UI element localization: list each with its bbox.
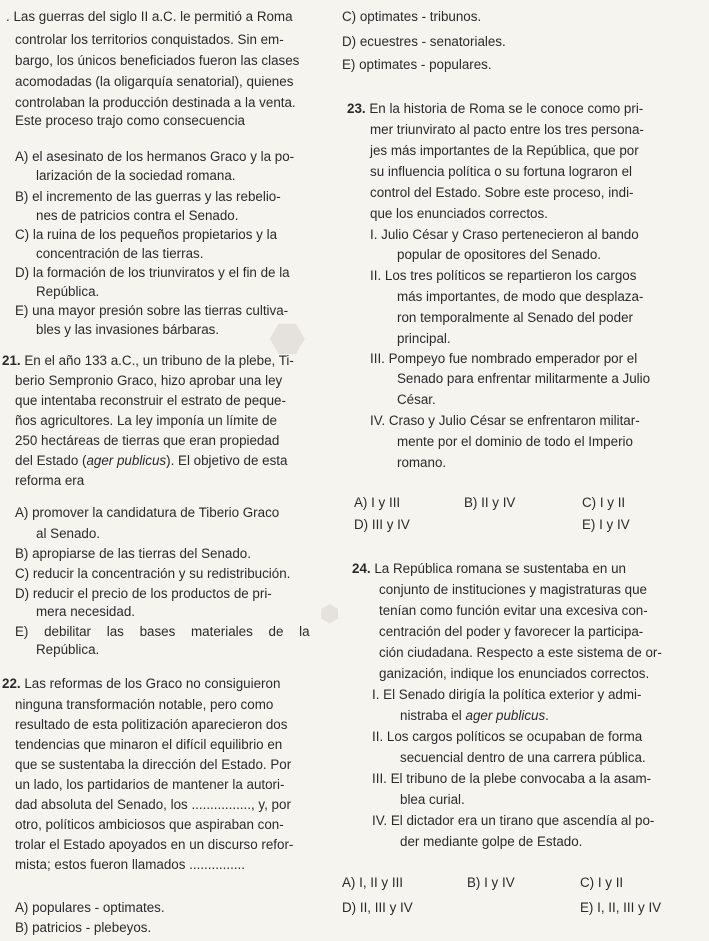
q23-statement-1-cont: popular de opositores del Senado. [397,247,601,262]
q22-stem-line-7: dad absoluta del Senado, los ................, y, por [15,797,291,812]
q22-stem-line-2: ninguna transformación notable, pero como [15,697,274,712]
q23-stem-line-3: jes más importantes de la República, que por [370,143,639,158]
q24-statement-3-cont: blea curial. [400,792,465,807]
q20-line-4: acomodadas (la oligarquía senatorial), quienes [15,74,294,89]
q23-stem-line-6: que los enunciados correctos. [370,206,548,221]
q23-statement-3-cont-1: Senado para enfrentar militarmente a Julio [397,371,651,386]
q24-statement-2: II. Los cargos políticos se ocupaban de forma [372,729,643,744]
q21-stem-line-4: ños agricultores. La ley imponía un límite de [15,413,278,428]
q20-option-d[interactable]: D) la formación de los triunviratos y el fin de la [15,265,290,280]
q21-stem-line-3: que intentaba reconstruir el estrato de peque- [15,393,286,408]
q22-option-a[interactable]: A) populares - optimates. [15,900,165,915]
q20-option-d-cont: República. [36,284,100,299]
q21-option-b[interactable]: B) apropiarse de las tierras del Senado. [15,546,251,561]
q22-stem-line-4: tendencias que minaron el difícil equilibrio en [15,737,283,752]
q23-statement-2-cont-1: más importantes, de modo que desplaza- [397,289,644,304]
q24-stem-line-6: ganización, indique los enunciados correctos. [379,666,650,681]
q21-stem-line-2: berio Sempronio Graco, hizo aprobar una ley [15,373,283,388]
q21-number: 21. [2,353,21,368]
q20-option-c[interactable]: C) la ruina de los pequeños propietarios y la [15,227,278,242]
q23-statement-4-cont-2: romano. [397,455,447,470]
q20-line-1: . Las guerras del siglo II a.C. le permitió a Roma [6,9,293,24]
q23-answer-c[interactable]: C) I y II [582,495,626,510]
q20-option-a-cont: larización de la sociedad romana. [36,168,236,183]
q21-stem-line-5: 250 hectáreas de tierras que eran propiedad [15,433,280,448]
q21-stem-line-1: 21. En el año 133 a.C., un tribuno de la plebe, Ti- [2,353,294,368]
q22-stem-line-9: trolar el Estado apoyados en un discurso refor- [15,837,294,852]
q23-statement-4-cont-1: mente por el dominio de todo el Imperio [397,434,633,449]
watermark-lower: ⬢ [320,601,340,626]
q24-stem-line-3: tenían como función evitar una excesiva con- [379,603,648,618]
q23-stem-line-1: 23. En la historia de Roma se le conoce como pri- [347,101,644,116]
q22-stem-line-1: 22. Las reformas de los Graco no consiguieron [2,676,281,691]
q24-statement-4: IV. El dictador era un tirano que ascendía al po- [372,813,655,828]
q23-answer-d[interactable]: D) III y IV [354,517,410,532]
q21-option-a-cont: al Senado. [36,526,101,541]
q23-stem-line-2: mer triunvirato al pacto entre los tres persona- [370,122,644,137]
ager-publicus-term-2: ager publicus [465,708,546,723]
q23-stem-line-5: control del Estado. Sobre este proceso, indi- [370,185,634,200]
q23-statement-2-cont-2: ron temporalmente al Senado del poder [397,310,633,325]
q21-option-d-cont: mera necesidad. [36,604,135,619]
q24-statement-4-cont: der mediante golpe de Estado. [400,834,583,849]
q20-option-e[interactable]: E) una mayor presión sobre las tierras cultiva- [15,303,289,318]
q24-stem-line-1: 24. La República romana se sustentaba en un [352,561,626,576]
q22-option-c[interactable]: C) optimates - tribunos. [342,9,482,24]
q20-line-6: Este proceso trajo como consecuencia [15,113,245,128]
q20-option-b-cont: nes de patricios contra el Senado. [36,208,239,223]
q20-line-2: controlar los territorios conquistados. Sin em- [15,32,284,47]
q23-number: 23. [347,101,366,116]
q23-answer-a[interactable]: A) I y III [354,495,401,510]
q24-statement-1: I. El Senado dirigía la política exterior y admi- [372,687,642,702]
q21-option-e-cont: República. [36,642,100,657]
q23-statement-2: II. Los tres políticos se repartieron los cargos [370,268,637,283]
q24-statement-2-cont: secuencial dentro de una carrera pública. [400,750,646,765]
q24-answer-d[interactable]: D) II, III y IV [342,900,413,915]
q23-statement-2-cont-3: principal. [397,331,451,346]
q23-statement-4: IV. Craso y Julio César se enfrentaron militar- [370,413,640,428]
q23-statement-3-cont-2: César. [397,392,436,407]
q20-option-e-cont: bles y las invasiones bárbaras. [36,322,220,337]
q23-stem-line-4: su influencia política o su fortuna lograron el [370,164,633,179]
q21-option-c[interactable]: C) reducir la concentración y su redistribución. [15,566,291,581]
q24-answer-c[interactable]: C) I y II [580,875,624,890]
q20-option-b[interactable]: B) el incremento de las guerras y las rebelio- [15,189,281,204]
q21-option-e[interactable]: E) debilitar las bases materiales de la [15,624,310,639]
q22-stem-line-8: otro, políticos ambiciosos que aspiraban con- [15,817,284,832]
q21-stem-line-7: reforma era [15,473,85,488]
q24-answer-b[interactable]: B) I y IV [467,875,515,890]
q24-stem-line-2: conjunto de instituciones y magistraturas que [379,582,647,597]
q22-number: 22. [2,676,21,691]
q22-stem-line-6: un lado, los partidarios de mantener la autori- [15,777,285,792]
q24-answer-e[interactable]: E) I, II, III y IV [580,900,662,915]
q24-statement-3: III. El tribuno de la plebe convocaba a la asam- [372,771,652,786]
q22-stem-line-3: resultado de esta politización aparecieron dos [15,717,288,732]
q20-line-3: bargo, los únicos beneficiados fueron las clases [15,53,300,68]
q21-option-a[interactable]: A) promover la candidatura de Tiberio Graco [15,505,280,520]
q24-stem-line-5: ción ciudadana. Respecto a este sistema de or- [379,645,662,660]
watermark-upper: ⬢ [260,310,314,367]
q23-statement-3: III. Pompeyo fue nombrado emperador por el [370,351,638,366]
q21-option-d[interactable]: D) reducir el precio de los productos de pri- [15,586,272,601]
q24-stem-line-4: centración del poder y favorecer la participa- [379,624,644,639]
q22-option-b[interactable]: B) patricios - plebeyos. [15,920,152,935]
q24-answer-a[interactable]: A) I, II y III [342,875,404,890]
q20-option-a[interactable]: A) el asesinato de los hermanos Graco y la po- [15,149,295,164]
ager-publicus-term: ager publicus [86,453,167,468]
q20-option-c-cont: concentración de las tierras. [36,246,204,261]
q22-stem-line-10: mista; estos fueron llamados ............... [15,857,245,872]
q22-option-d[interactable]: D) ecuestres - senatoriales. [342,34,506,49]
q23-statement-1: I. Julio César y Craso pertenecieron al bando [370,227,639,242]
q23-answer-e[interactable]: E) I y IV [582,517,630,532]
q22-option-e[interactable]: E) optimates - populares. [342,57,492,72]
q24-statement-1-cont: nistraba el ager publicus. [400,708,549,723]
q22-stem-line-5: que se sustentaba la dirección del Estado. Por [15,757,292,772]
q23-answer-b[interactable]: B) II y IV [464,495,516,510]
q21-stem-line-6: del Estado (ager publicus). El objetivo de esta [15,453,288,468]
q20-line-5: controlaban la producción destinada a la venta. [15,95,296,110]
q24-number: 24. [352,561,371,576]
